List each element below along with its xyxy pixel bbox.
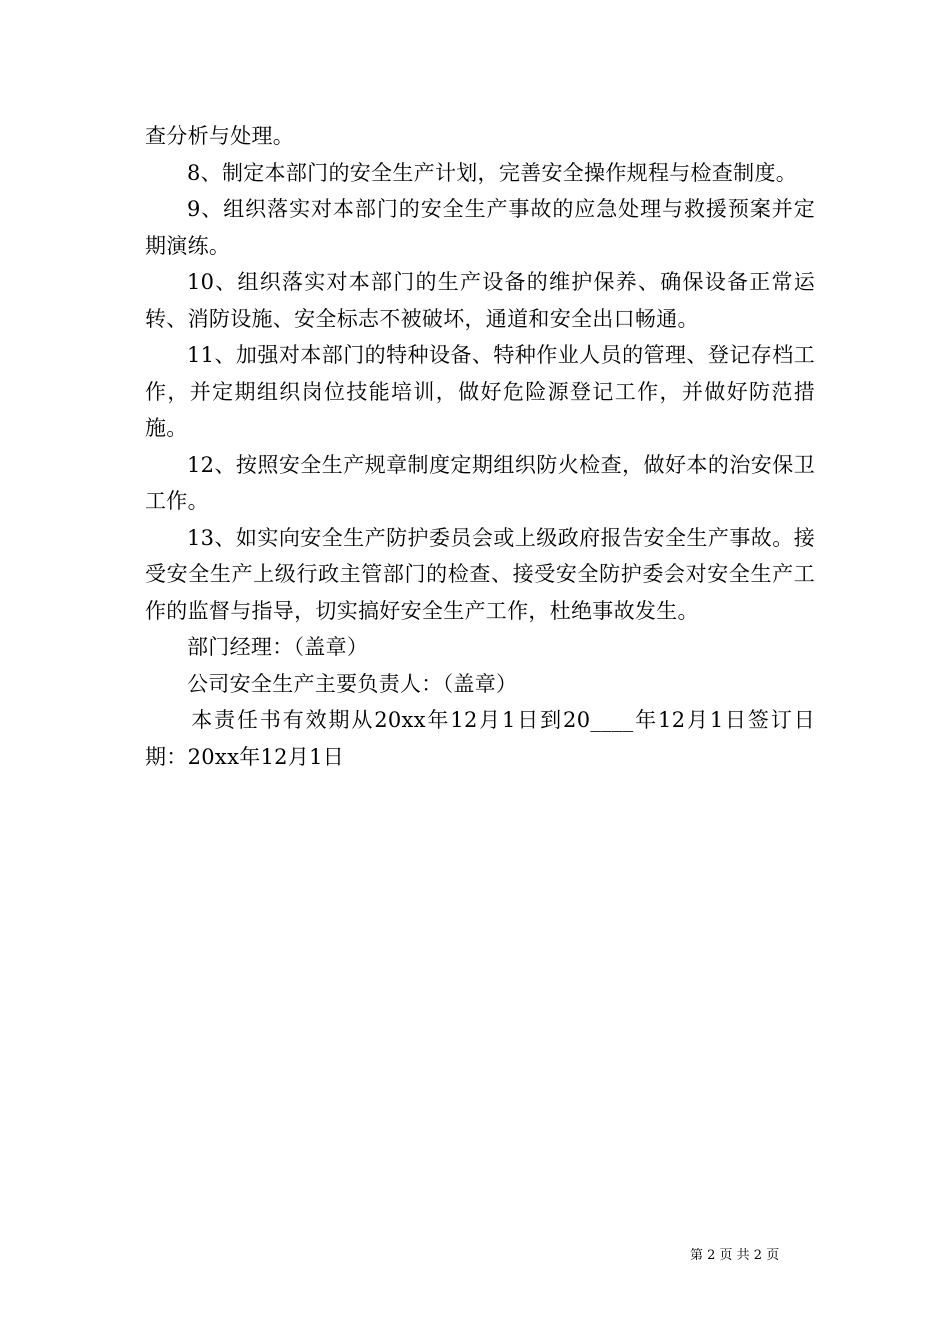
document-body [145,118,815,775]
paragraph-item-11: 11、加强对本部门的特种设备、特种作业人员的管理、登记存档工作，并定期组织岗位技能培训，做好危险源登记工作，并做好防范措施。 [145,343,815,440]
dept-manager-signature: 部门经理：（盖章） [187,635,369,659]
paragraph-item-10: 10、组织落实对本部门的生产设备的维护保养、确保设备正常运转、消防设施、安全标志不被破坏，通道和安全出口畅通。 [145,270,815,331]
page-footer [690,1246,830,1266]
paragraph-item-8: 8、制定本部门的安全生产计划，完善安全操作规程与检查制度。 [187,160,798,185]
paragraph-item-13: 13、如实向安全生产防护委员会或上级政府报告安全生产事故。接受安全生产上级行政主管部门的检查、接受安全防护委会对安全生产工作的监督与指导，切实搞好安全生产工作，杜绝事故发生。 [145,525,815,623]
paragraph-item-9: 9、组织落实对本部门的安全生产事故的应急处理与救援预案并定期演练。 [145,197,815,258]
paragraph-item-12: 12、按照安全生产规章制度定期组织防火检查，做好本的治安保卫工作。 [145,452,815,513]
paragraph-continuation: 查分析与处理。 [145,124,295,148]
page-number-label: 第 2 页 共 2 页 [690,1248,780,1263]
company-head-signature: 公司安全生产主要负责人：（盖章） [187,671,518,696]
validity-statement: 本责任书有效期从20xx年12月1日到20____年12月1日签订日期：20xx年12月1日 [145,708,815,769]
